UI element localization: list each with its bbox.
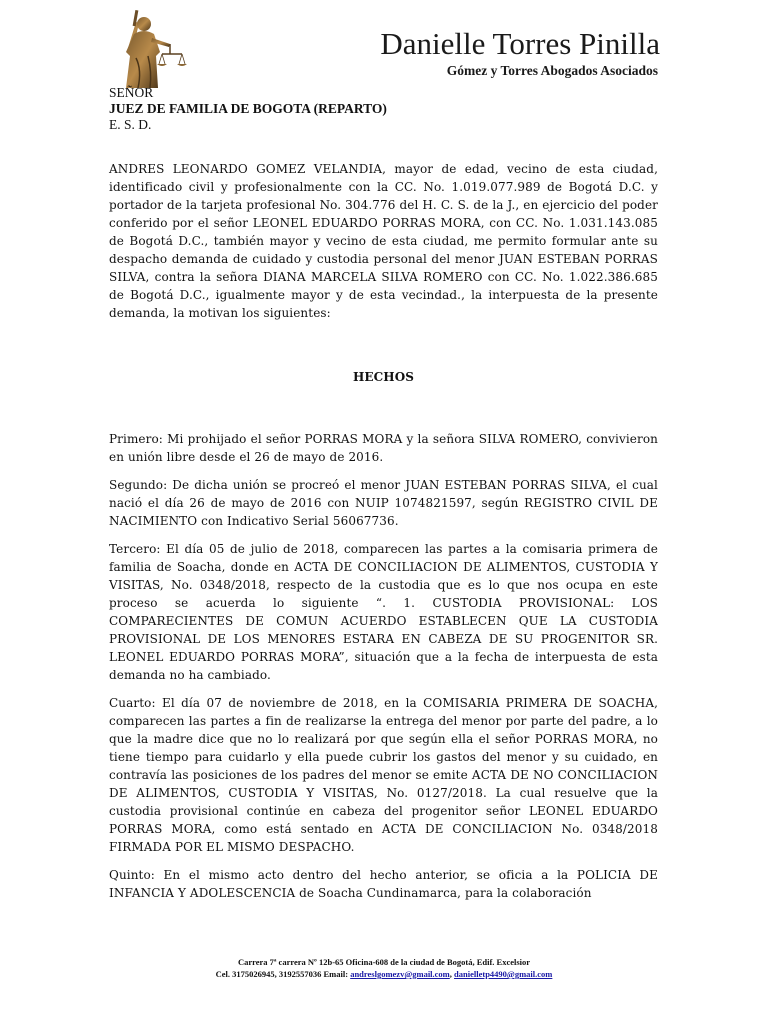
addressee-judge: JUEZ DE FAMILIA DE BOGOTA (REPARTO): [109, 101, 387, 116]
footer-address: Carrera 7ª carrera Nº 12b-65 Oficina-608 de la ciudad de Bogotá, Edif. Excelsior: [237, 957, 531, 967]
page-footer: [0, 956, 768, 980]
fact-paragraph-segundo: Segundo: De dicha unión se procreó el menor JUAN ESTEBAN PORRAS SILVA, el cual nació el día 26 de mayo de 2016 con NUIP 1074821597, según REGISTRO CIVIL DE NACIMIENTO con Indicativo Serial 56067736.: [109, 478, 658, 528]
firm-name: Danielle Torres Pinilla: [380, 26, 660, 61]
fact-paragraph-tercero: Tercero: El día 05 de julio de 2018, comparecen las partes a la comisaria primera de familia de Soacha, donde en ACTA DE CONCILIACION DE ALIMENTOS, CUSTODIA Y VISITAS, No. 0348/2018, respecto de la custodia que es lo que nos ocupa en este proceso se acuerda lo siguiente “. 1. CUSTODIA PROVISIONAL: LOS COMPARECIENTES DE COMUN ACUERDO ESTABLECEN QUE LA CUSTODIA PROVISIONAL DE LOS MENORES ESTARA EN CABEZA DE SU PROGENITOR SR. LEONEL EDUARDO PORRAS MORA”, situación que a la fecha de interpuesta de esta demanda no ha cambiado.: [109, 542, 658, 682]
firm-subtitle: Gómez y Torres Abogados Asociados: [446, 63, 658, 78]
justice-statue-icon: [112, 8, 192, 90]
fact-paragraph-quinto: Quinto: En el mismo acto dentro del hecho anterior, se oficia a la POLICIA DE INFANCIA Y ADOLESCENCIA de Soacha Cundinamarca, para la colaboración: [109, 868, 658, 900]
section-heading-hechos: HECHOS: [352, 370, 415, 384]
fact-paragraph-cuarto: Cuarto: El día 07 de noviembre de 2018, en la COMISARIA PRIMERA DE SOACHA, comparecen las partes a fin de realizarse la entrega del menor por parte del padre, a lo que la madre dice que no lo realizará por que según ella el señor PORRAS MORA, no tiene tiempo para cuidarlo y ella puede cubrir los gastos del menor y su cuidado, en contravía las posiciones de los padres del menor se emite ACTA DE NO CONCILIACION DE ALIMENTOS, CUSTODIA Y VISITAS, No. 0127/2018. La cual resuelve que la custodia provisional continúe en cabeza del progenitor señor LEONEL EDUARDO PORRAS MORA, como está sentado en ACTA DE CONCILIACION No. 0348/2018 FIRMADA POR EL MISMO DESPACHO.: [109, 696, 658, 854]
document-body: [109, 160, 658, 912]
addressee-block: [109, 85, 387, 133]
email-link-danielle[interactable]: danielletp4490@gmail.com: [454, 969, 553, 979]
addressee-title: SEÑOR: [109, 85, 154, 100]
intro-paragraph: ANDRES LEONARDO GOMEZ VELANDIA, mayor de edad, vecino de esta ciudad, identificado civil y profesionalmente con la CC. No. 1.019.077.989 de Bogotá D.C. y portador de la tarjeta profesional No. 304.776 del H. C. S. de la J., en ejercicio del poder conferido por el señor LEONEL EDUARDO PORRAS MORA, con CC. No. 1.031.143.085 de Bogotá D.C., también mayor y vecino de esta ciudad, me permito formular ante su despacho demanda de cuidado y custodia personal del menor JUAN ESTEBAN PORRAS SILVA, contra la señora DIANA MARCELA SILVA ROMERO con CC. No. 1.022.386.685 de Bogotá D.C., igualmente mayor y de esta vecindad., la interpuesta de la presente demanda, la motivan los siguientes:: [109, 162, 658, 320]
footer-phones: Cel. 3175026945, 3192557036 Email:: [215, 969, 349, 979]
email-link-andres[interactable]: andreslgomezv@gmail.com: [350, 969, 450, 979]
footer-contact: [0, 968, 768, 980]
email-separator: ,: [449, 969, 455, 979]
addressee-esd: E. S. D.: [109, 117, 152, 132]
fact-paragraph-primero: Primero: Mi prohijado el señor PORRAS MORA y la señora SILVA ROMERO, convivieron en unión libre desde el 26 de mayo de 2016.: [109, 432, 658, 464]
